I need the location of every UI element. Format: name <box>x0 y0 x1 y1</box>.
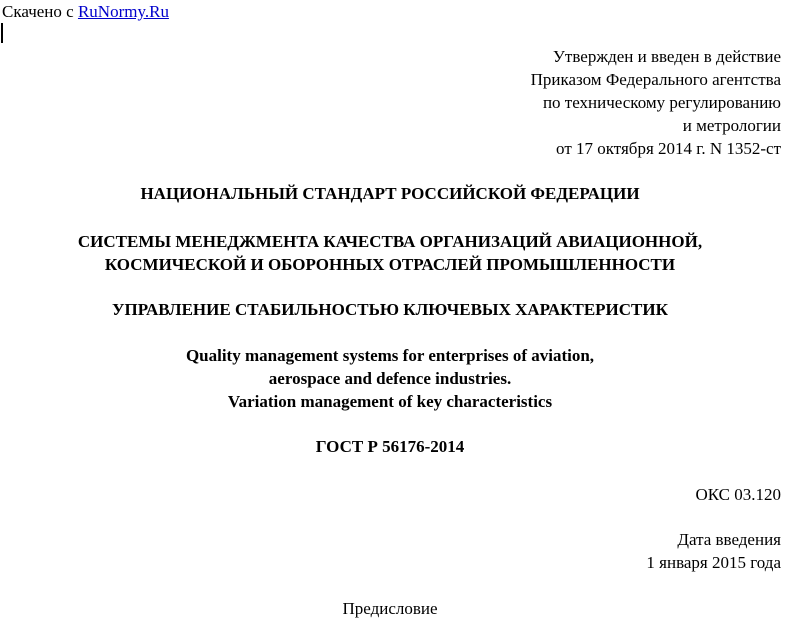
english-title-line: aerospace and defence industries. <box>268 369 512 388</box>
standard-heading-text: НАЦИОНАЛЬНЫЙ СТАНДАРТ РОССИЙСКОЙ ФЕДЕРАЦИИ <box>140 184 640 203</box>
approval-line: от 17 октября 2014 г. N 1352-ст <box>556 139 781 158</box>
gost-number-text: ГОСТ Р 56176-2014 <box>315 437 465 456</box>
foreword-heading: Предисловие <box>342 599 438 618</box>
system-title-line: СИСТЕМЫ МЕНЕДЖМЕНТА КАЧЕСТВА ОРГАНИЗАЦИЙ АВИАЦИОННОЙ, <box>77 232 703 251</box>
approval-line: по техническому регулированию <box>542 93 781 112</box>
approval-line: Утвержден и введен в действие <box>552 47 781 66</box>
introduction-date-value: 1 января 2015 года <box>646 553 781 572</box>
management-title <box>0 298 780 321</box>
introduction-date <box>646 528 781 574</box>
english-title <box>0 344 780 413</box>
source-line <box>2 0 169 23</box>
english-title-line: Quality management systems for enterprises of aviation, <box>185 346 595 365</box>
system-title-line: КОСМИЧЕСКОЙ И ОБОРОННЫХ ОТРАСЛЕЙ ПРОМЫШЛЕННОСТИ <box>104 255 676 274</box>
introduction-date-label: Дата введения <box>677 530 781 549</box>
approval-block <box>531 45 781 160</box>
source-prefix: Скачено с <box>2 2 74 21</box>
system-title <box>0 230 780 276</box>
runormy-link[interactable]: RuNormy.Ru <box>77 2 169 21</box>
english-title-line: Variation management of key characteristics <box>227 392 553 411</box>
standard-heading <box>0 182 780 205</box>
management-title-text: УПРАВЛЕНИЕ СТАБИЛЬНОСТЬЮ КЛЮЧЕВЫХ ХАРАКТЕРИСТИК <box>112 300 668 319</box>
approval-line: Приказом Федерального агентства <box>530 70 781 89</box>
gost-number <box>0 435 780 458</box>
okc-code: ОКС 03.120 <box>695 485 781 504</box>
approval-line: и метрологии <box>682 116 781 135</box>
text-cursor <box>1 23 3 43</box>
